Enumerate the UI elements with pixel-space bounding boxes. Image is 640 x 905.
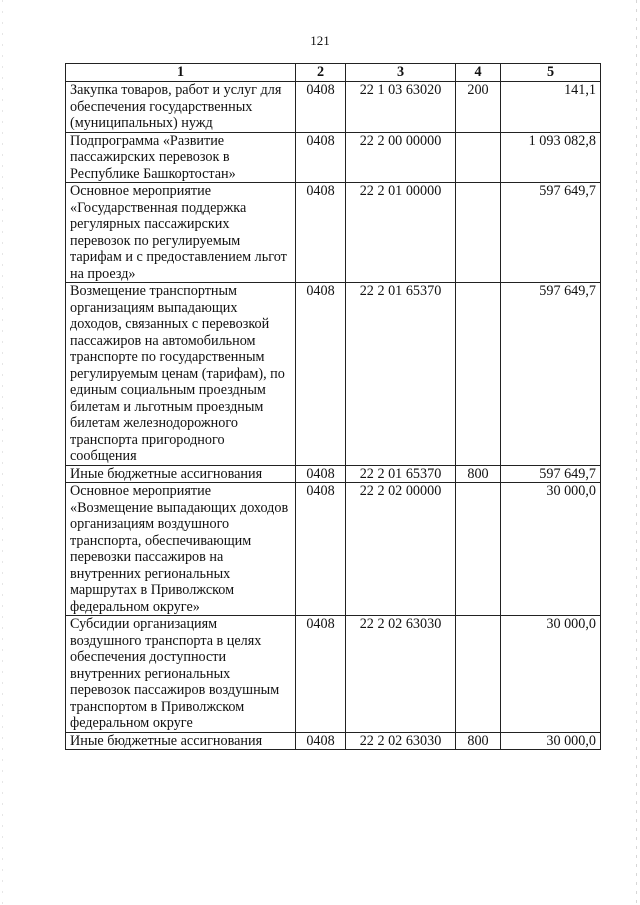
column-header-type: 4 (456, 64, 501, 82)
table-row (66, 616, 601, 733)
row-name: Субсидии организациям воздушного транспорта в целях обеспечения доступности внутренних региональных перевозок пассажиров воздушным транспортом в Приволжском федеральном округе (66, 616, 296, 733)
row-section: 0408 (296, 732, 346, 750)
table-row (66, 183, 601, 283)
table-row (66, 732, 601, 750)
row-section: 0408 (296, 82, 346, 133)
scan-edge-left (2, 0, 3, 905)
row-name: Закупка товаров, работ и услуг для обеспечения государственных (муниципальных) нужд (66, 82, 296, 133)
row-section: 0408 (296, 483, 346, 616)
row-code: 22 2 02 00000 (346, 483, 456, 616)
row-type: 800 (456, 465, 501, 483)
row-code: 22 2 02 63030 (346, 616, 456, 733)
row-type (456, 283, 501, 466)
table-row (66, 465, 601, 483)
row-sum: 597 649,7 (501, 183, 601, 283)
row-sum: 141,1 (501, 82, 601, 133)
row-code: 22 2 00 00000 (346, 132, 456, 183)
row-type (456, 616, 501, 733)
row-name: Иные бюджетные ассигнования (66, 465, 296, 483)
table-row (66, 132, 601, 183)
row-sum: 30 000,0 (501, 483, 601, 616)
row-code: 22 2 01 00000 (346, 183, 456, 283)
row-sum: 30 000,0 (501, 616, 601, 733)
row-sum: 1 093 082,8 (501, 132, 601, 183)
row-section: 0408 (296, 616, 346, 733)
row-code: 22 2 01 65370 (346, 465, 456, 483)
row-name: Основное мероприятие «Возмещение выпадающих доходов организациям воздушного транспорта, обеспечивающим перевозки пассажиров на внутренних региональных маршрутах в Приволжском федеральном округе» (66, 483, 296, 616)
row-section: 0408 (296, 183, 346, 283)
row-section: 0408 (296, 283, 346, 466)
row-name: Основное мероприятие «Государственная поддержка регулярных пассажирских перевозок по регулируемым тарифам и с предоставлением льгот на проезд» (66, 183, 296, 283)
table-row (66, 82, 601, 133)
column-header-name: 1 (66, 64, 296, 82)
column-header-section: 2 (296, 64, 346, 82)
row-name: Подпрограмма «Развитие пассажирских перевозок в Республике Башкортостан» (66, 132, 296, 183)
scan-edge-right (636, 0, 637, 905)
row-code: 22 2 02 63030 (346, 732, 456, 750)
row-sum: 597 649,7 (501, 465, 601, 483)
row-section: 0408 (296, 465, 346, 483)
column-header-sum: 5 (501, 64, 601, 82)
column-header-code: 3 (346, 64, 456, 82)
table-row (66, 283, 601, 466)
row-section: 0408 (296, 132, 346, 183)
row-type (456, 132, 501, 183)
page-number: 121 (310, 33, 330, 48)
row-sum: 597 649,7 (501, 283, 601, 466)
row-sum: 30 000,0 (501, 732, 601, 750)
row-type (456, 183, 501, 283)
table-row (66, 483, 601, 616)
row-name: Возмещение транспортным организациям выпадающих доходов, связанных с перевозкой пассажиров на автомобильном транспорте по государственным регулируемым ценам (тарифам), по единым социальным проездным билетам и льготным проездным билетам железнодорожного транспорта пригородного сообщения (66, 283, 296, 466)
row-code: 22 2 01 65370 (346, 283, 456, 466)
row-type (456, 483, 501, 616)
budget-table (65, 63, 601, 750)
row-type: 200 (456, 82, 501, 133)
row-type: 800 (456, 732, 501, 750)
row-code: 22 1 03 63020 (346, 82, 456, 133)
table-header-row (66, 64, 601, 82)
row-name: Иные бюджетные ассигнования (66, 732, 296, 750)
